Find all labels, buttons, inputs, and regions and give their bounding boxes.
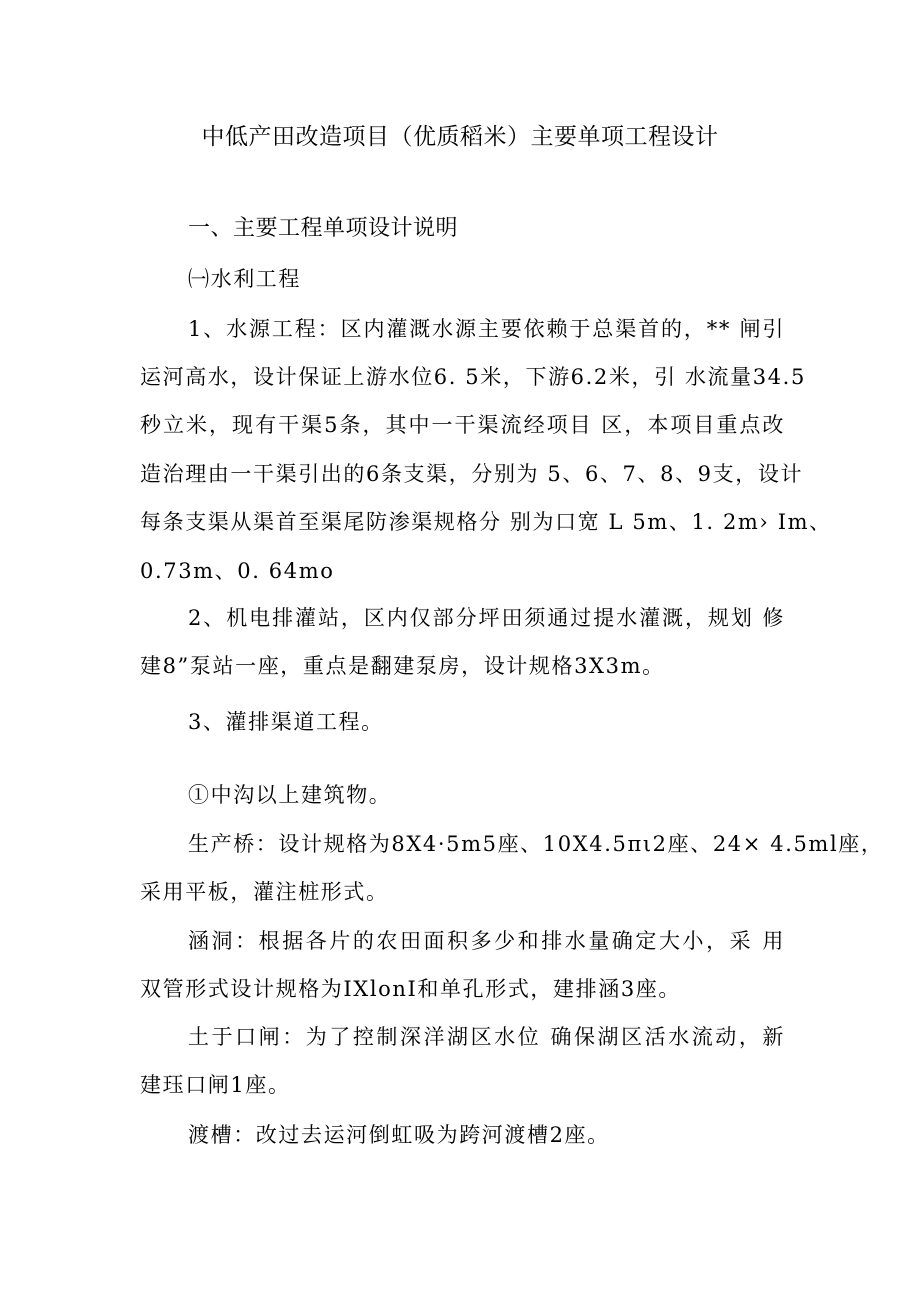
- document-title: 中低产田改造项目（优质稻米）主要单项工程设计: [201, 124, 719, 150]
- paragraph-line: 建8”泵站一座，重点是翻建泵房，设计规格3X3m。: [140, 654, 665, 678]
- paragraph-line: 渡槽：改过去运河倒虹吸为跨河渡槽2座。: [188, 1123, 610, 1147]
- section-heading: 一、主要工程单项设计说明: [188, 216, 459, 241]
- paragraph-line: 造治理由一干渠引出的6条支渠，分别为 5、6、7、8、9支，设计: [140, 462, 804, 486]
- paragraph-line: 每条支渠从渠首至渠尾防渗渠规格分 别为口宽 L 5m、1. 2m› Im、: [140, 510, 832, 534]
- paragraph-line: 采用平板，灌注桩形式。: [140, 880, 389, 904]
- paragraph-line: 3、灌排渠道工程。: [188, 710, 384, 734]
- paragraph-line: 1、水源工程：区内灌溉水源主要依赖于总渠首的，** 闸引: [188, 317, 785, 341]
- paragraph-line: 2、机电排灌站，区内仅部分坪田须通过提水灌溉，规划 修: [188, 606, 785, 630]
- paragraph-line: 涵洞：根据各片的农田面积多少和排水量确定大小，采 用: [188, 929, 785, 953]
- paragraph-line: 生产桥：设计规格为8X4·5m5座、10X4.5πι2座、24× 4.5ml座，: [188, 832, 884, 856]
- paragraph-line: 建珏口闸1座。: [140, 1073, 291, 1097]
- paragraph-line: 运河高水，设计保证上游水位6. 5米，下游6.2米，引 水流量34.5: [140, 365, 806, 389]
- paragraph-line: ①中沟以上建筑物。: [188, 783, 392, 807]
- paragraph-line: 双管形式设计规格为IXlonI和单孔形式，建排涵3座。: [140, 977, 681, 1001]
- paragraph-line: 秒立米，现有干渠5条，其中一干渠流经项目 区，本项目重点改: [140, 413, 785, 437]
- subsection-heading: ㈠水利工程: [188, 267, 301, 291]
- paragraph-line: 0.73m、0. 64mo: [140, 559, 335, 583]
- paragraph-line: 土于口闸：为了控制深洋湖区水位 确保湖区活水流动，新: [188, 1025, 785, 1049]
